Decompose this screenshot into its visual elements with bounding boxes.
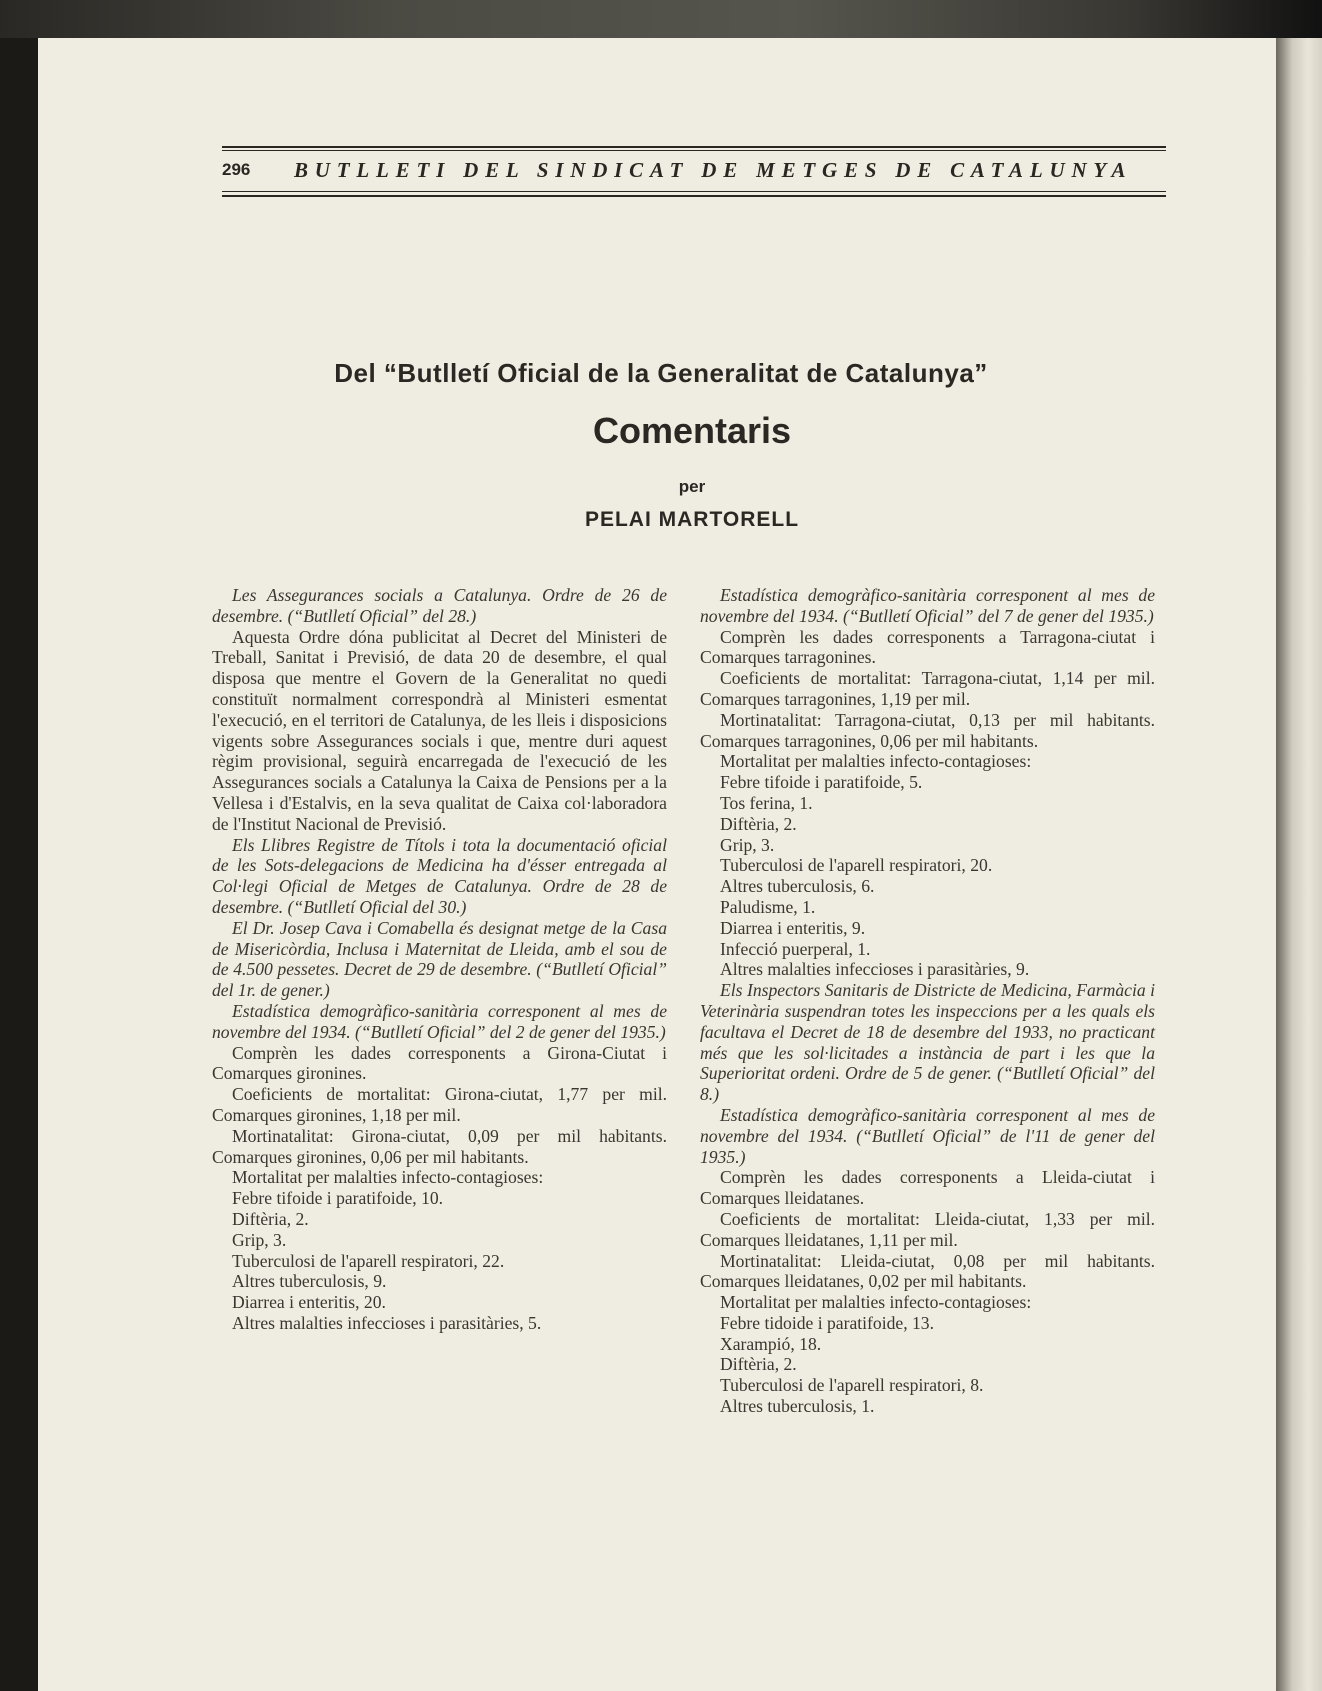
list-entry: Altres tuberculosis, 1. [720,1396,875,1417]
book-spine-edge [1276,38,1322,1691]
header-rule-bottom-thin [222,191,1166,192]
section-heading: Estadística demogràfico-sanitària corresponent al mes de novembre del 1934. (“Butlletí Oficial” de l'11 de gener del 1935.) [700,1104,1155,1167]
list-entry: Tos ferina, 1. [720,792,813,813]
article-byline-per: per [678,477,706,496]
list-entry: Tuberculosi de l'aparell respiratori, 8. [720,1375,984,1396]
paragraph: Comprèn les dades corresponents a Lleida-ciutat i Comarques lleidatanes. [700,1167,1155,1209]
list-entry: Diftèria, 2. [720,813,797,834]
right-column [700,585,1155,1417]
list-entry: Grip, 3. [720,834,775,855]
list-entry: Diftèria, 2. [232,1208,309,1229]
list-entry: Altres malalties infeccioses i parasitàries, 5. [232,1312,542,1333]
paragraph: Comprèn les dades corresponents a Tarragona-ciutat i Comarques tarragonines. [700,626,1155,668]
section-heading: Estadística demogràfico-sanitària corresponent al mes de novembre del 1934. (“Butlletí Oficial” del 2 de gener del 1935.) [212,1000,667,1042]
section-heading: Els Inspectors Sanitaris de Districte de Medicina, Farmàcia i Veterinària suspendran totes les inspeccions per a les quals els facultava el Decret de 18 de desembre del 1933, no practicant més que les sol·licitades a instància de part i les que la Superioritat ordeni. Ordre de 5 de gener. (“Butlletí Oficial” del 8.) [700,980,1155,1105]
header-rule-top [222,146,1166,148]
paragraph: Coeficients de mortalitat: Lleida-ciutat, 1,33 per mil. Comarques lleidatanes, 1,11 per mil. [700,1208,1155,1250]
journal-title: BUTLLETI DEL SINDICAT DE METGES DE CATALUNYA [294,158,1133,182]
list-entry: Xarampió, 18. [720,1333,822,1354]
list-entry: Febre tifoide i paratifoide, 5. [720,772,923,793]
list-entry: Infecció puerperal, 1. [720,938,871,959]
paragraph: Comprèn les dades corresponents a Girona-Ciutat i Comarques gironines. [212,1042,667,1084]
section-heading: Les Assegurances socials a Catalunya. Ordre de 26 de desembre. (“Butlletí Oficial” del 28.) [212,585,667,626]
paragraph: Coeficients de mortalitat: Tarragona-ciutat, 1,14 per mil. Comarques tarragonines, 1,19 per mil. [700,668,1155,709]
section-heading: Els Llibres Registre de Títols i tota la documentació oficial de les Sots-delegacions de Medicina ha d'ésser entregada al Col·legi Oficial de Metges de Catalunya. Ordre de 28 de desembre. (“Butlletí Oficial del 30.) [212,834,667,917]
header-rule-bottom [222,195,1166,197]
scan-left-edge [0,38,38,1691]
list-entry: Diftèria, 2. [720,1354,797,1375]
paragraph: Aquesta Ordre dóna publicitat al Decret del Ministeri de Treball, Sanitat i Previsió, de data 20 de desembre, el qual disposa que mentre el Govern de la Generalitat no quedi constituït normalment correspondrà al Ministeri esmentat l'execució, en el territori de Catalunya, de les lleis i disposicions vigents sobre Assegurances socials i que, mentre duri aquest règim provisional, seguirà encarregada de l'execució de les Assegurances socials a Catalunya la Caixa de Pensions per a la Vellesa i d'Estalvis, en la seva qualitat de Caixa col·laboradora de l'Institut Nacional de Previsió. [212,626,667,834]
list-entry: Paludisme, 1. [720,896,816,917]
list-entry: Mortalitat per malalties infecto-contagioses: [720,1292,1032,1313]
list-entry: Altres tuberculosis, 6. [720,876,875,897]
list-entry: Febre tifoide i paratifoide, 10. [232,1188,444,1209]
running-header [222,158,1166,188]
list-entry: Altres malalties infeccioses i parasitàries, 9. [720,959,1030,980]
header-rule-top-thin [222,150,1166,151]
article-title: Comentaris [592,410,792,451]
list-entry: Mortalitat per malalties infecto-contagioses: [720,751,1032,772]
list-entry: Diarrea i enteritis, 9. [720,917,866,938]
list-entry: Grip, 3. [232,1229,287,1250]
scan-top-edge [0,0,1322,38]
list-entry: Febre tidoide i paratifoide, 13. [720,1312,934,1333]
section-heading: El Dr. Josep Cava i Comabella és designat metge de la Casa de Misericòrdia, Inclusa i Maternitat de Lleida, amb el sou de de 4.500 pessetes. Decret de 29 de desembre. (“Butlletí Oficial” del 1r. de gener.) [212,917,667,1001]
list-entry: Tuberculosi de l'aparell respiratori, 22. [232,1250,505,1271]
article-source: Del “Butlletí Oficial de la Generalitat de Catalunya” [334,358,988,388]
article-author: PELAI MARTORELL [584,508,800,531]
list-entry: Altres tuberculosis, 9. [232,1271,387,1292]
paragraph: Coeficients de mortalitat: Girona-ciutat, 1,77 per mil. Comarques gironines, 1,18 per mil. [212,1084,667,1125]
paragraph: Mortinatalitat: Lleida-ciutat, 0,08 per mil habitants. Comarques lleidatanes, 0,02 per mil habitants. [700,1250,1155,1292]
list-entry: Mortalitat per malalties infecto-contagioses: [232,1167,544,1188]
paragraph: Mortinatalitat: Girona-ciutat, 0,09 per mil habitants. Comarques gironines, 0,06 per mil habitants. [212,1125,667,1167]
list-entry: Diarrea i enteritis, 20. [232,1292,386,1313]
page-number: 296 [222,160,251,179]
section-heading: Estadística demogràfico-sanitària corresponent al mes de novembre del 1934. (“Butlletí Oficial” del 7 de gener del 1935.) [700,585,1155,626]
list-entry: Tuberculosi de l'aparell respiratori, 20. [720,855,993,876]
paragraph: Mortinatalitat: Tarragona-ciutat, 0,13 per mil habitants. Comarques tarragonines, 0,06 per mil habitants. [700,709,1155,751]
left-column [212,585,667,1334]
